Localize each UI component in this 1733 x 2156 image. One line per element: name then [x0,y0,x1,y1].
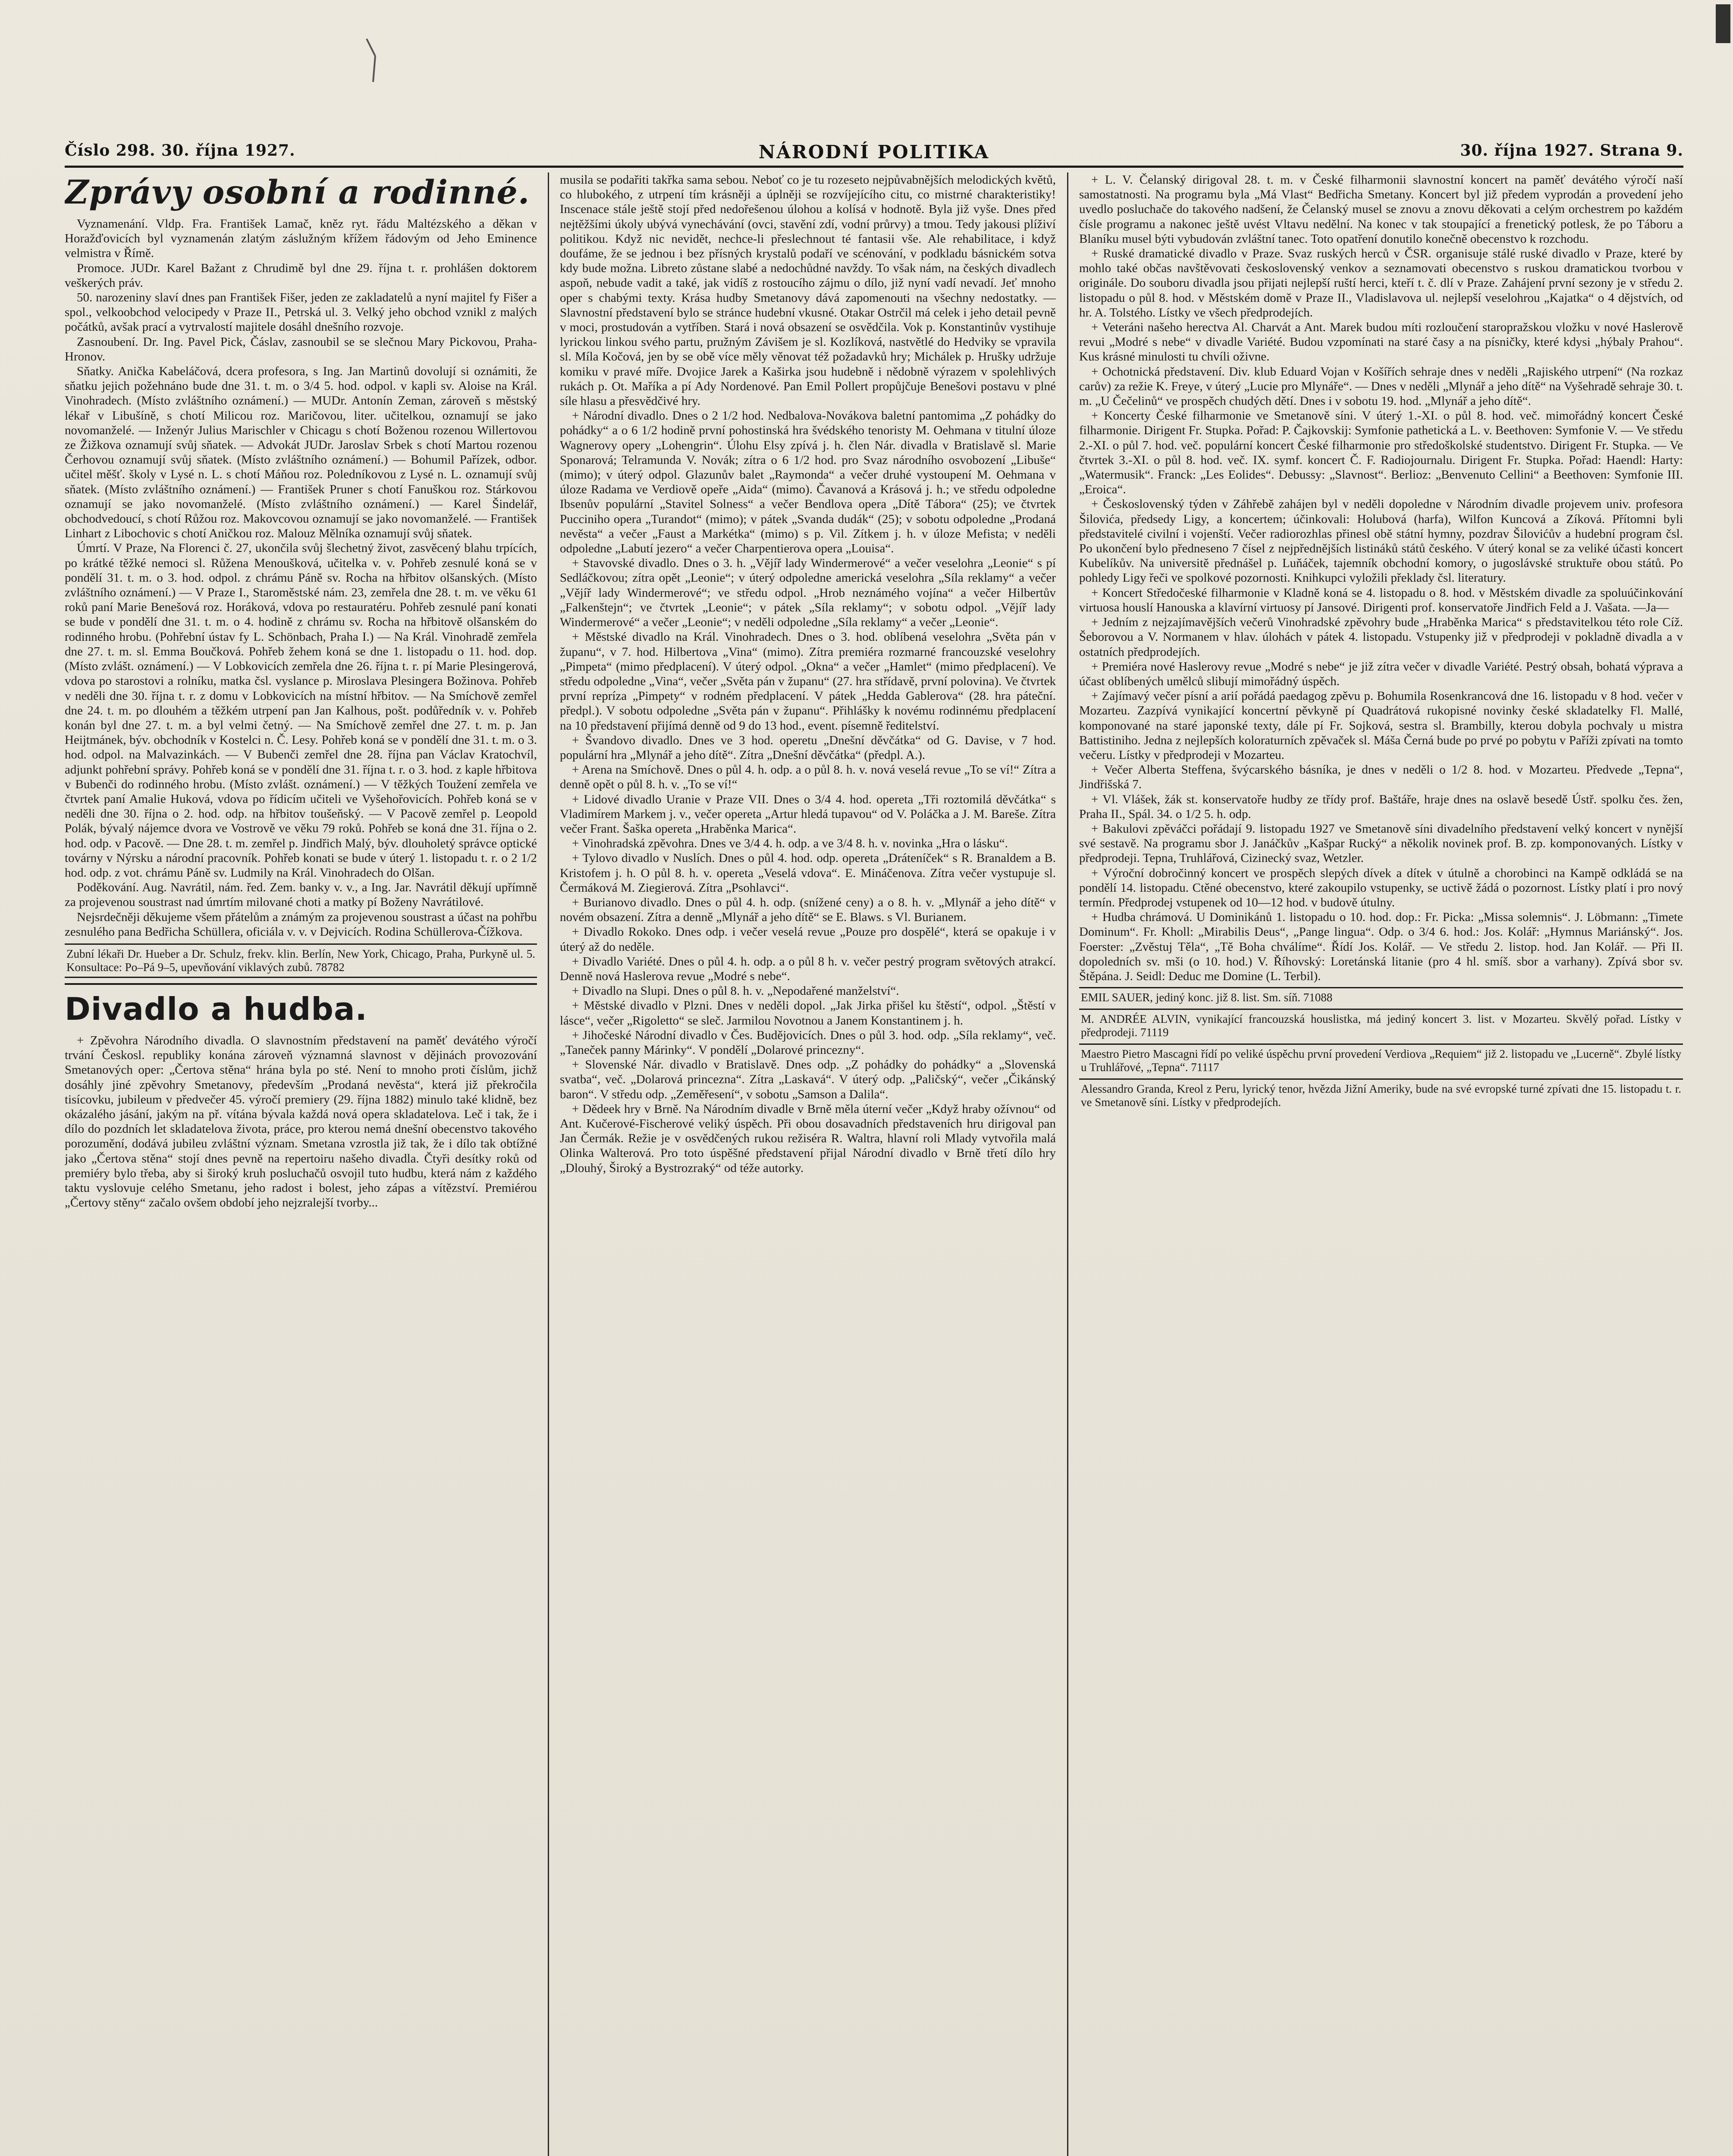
article-paragraph: 50. narozeniny slaví dnes pan František Fišer, jeden ze zakladatelů a nyní majitel fy Fišer a spol., velkoobchod velocipedy v Praze II., Petrská ul. 3. Velký jeho obchod vznikl z malých počátků, avšak prací a vytrvalostí majitele dosáhl dnešního rozvoje. [65,291,537,334]
article-paragraph: + Vinohradská zpěvohra. Dnes ve 3/4 4. h. odp. a ve 3/4 8. h. v. novinka „Hra o lásku“. [572,837,1008,851]
article-paragraph: Sňatky. Anička Kabeláčová, dcera profesora, s Ing. Jan Martinů dovolují si oznámiti, že sňatku jejich požehnáno bude dne 31. t. m. o 3/4 5. hod. odpol. v kapli sv. Aloise na Král. Vinohradech. (Místo zvláštního oznámení.) — MUDr. Antonín Zeman, zároveň s městský lékař v Libušíně, s chotí Milicou roz. Maričovou, liter. učitelkou, oznamují se jako novomanželé. — Inženýr Julius Marischler v Chicagu s chotí Boženou rozenou Willertovou ze Žižkova oznamují svůj sňatek. — Advokát JUDr. Jaroslav Srbek s chotí Martou rozenou Čerhovou oznamují svůj sňatek. (Místo zvláštního oznámení.) — Bohumil Pařízek, odbor. učitel měšť. školy v Lysé n. L. s chotí Máňou roz. Poledníkovou z Lysé n. L. oznamují svůj sňatek. (Místo zvláštního oznámení.) — František Pruner s chotí Fanuškou roz. Stárkovou oznamují se jako novomanželé. (Místo zvláštního oznámení.) — Karel Šindelář, obchodvedoucí, s chotí Růžou roz. Makovcovou oznamují se jako novomanželé. — František Linhart z Libochovic s chotí Aničkou roz. Malouz Mělníka oznamují svůj sňatek. [65,364,537,541]
article-paragraph: + Hudba chrámová. U Dominikánů 1. listopadu o 10. hod. dop.: Fr. Picka: „Missa solemnis“. J. Löbmann: „Timete Dominum“. Fr. Kholl: „Mirabilis Deus“, „Pange lingua“. Odp. o 3/4 6. hod.: Jos. Kolář: „Hymnus Mariánský“. Jos. Foerster: „Zvěstuj Těla“, „Tě Boha chválíme“. Řídí Jos. Kolář. — Ve středu 2. listop. hod. Jan Kolář. — Při II. dopoledních sv. mši (o 10. hod.) V. Říhovský: Loretánská litanie (pro 4 hl. smíš. sbor a varhany). Zpívá sbor sv. Štěpána. J. Seidl: Deduc me Domine (L. Terbil). [1079,910,1683,983]
article-paragraph: + Vl. Vlášek, žák st. konservatoře hudby ze třídy prof. Baštáře, hraje dnes na oslavě besedě Ústř. spolku čes. žen, Praha II., Spál. 34. o 1/2 5. h. odp. [1079,792,1683,821]
article-paragraph: + Městské divadlo na Král. Vinohradech. Dnes o 3. hod. oblíbená veselohra „Světa pán v županu“, v 7. hod. Hilbertova „Vina“ (mimo). Zítra premiéra rozmarné francouzské veselohry „Pimpeta“ (mimo předplacení). V úterý odpol. „Okna“ a večer „Hamlet“ (mimo předplacení). Ve středu odpoledne „Vina“, večer „Světa pán v županu“ (27. hra střídavě, první polovina). Ve čtvrtek první repríza „Pimpety“ v rodném předplacení. V pátek „Hedda Gablerova“ (28. hra páteční. předpl.). V sobotu odpoledne „Světa pán v županu“. Přihlášky k novému rodinnému předplacení na 10 představení přijímá denně od 9 do 13 hod., event. písemně ředitelství. [560,630,1056,733]
article-paragraph: + Městské divadlo v Plzni. Dnes v neděli dopol. „Jak Jirka přišel ku štěstí“, odpol. „Štěstí v lásce“, večer „Rigoletto“ se sleč. Jarmilou Novotnou a Janem Konstantinem j. h. [560,999,1056,1028]
article-paragraph: + Zajímavý večer písní a arií pořádá paedagog zpěvu p. Bohumila Rosenkrancová dne 16. listopadu v 8 hod. večer v Mozarteu. Zazpívá vynikající koncertní pěvkyně pí Quadrátová rukopisné novinky české skladatelky Fl. Mallé, komponované na staré japonské texty, dále pí Fr. Sojková, sestra sl. Brambilly, kterou dobyla pochvaly u mistra Battistiniho. Jedna z nejlepších koloraturních zpěvaček sl. Máša Černá bude po prvé po pobytu v Paříži zpívati na tomto večeru. Lístky v předprodeji v Mozarteu. [1079,689,1683,762]
column-rule [1067,172,1068,2156]
article-paragraph: + Tylovo divadlo v Nuslích. Dnes o půl 4. hod. odp. opereta „Dráteníček“ s R. Branaldem a B. Kristofem j. h. O půl 8. h. v. opereta „Veselá vdova“. E. Mináčenova. Zítra večer vystupuje sl. Čermáková M. Ziegierová. Zítra „Psohlavci“. [560,851,1056,895]
column-1 [65,172,537,2156]
article-paragraph: + Dědeek hry v Brně. Na Národním divadle v Brně měla úterní večer „Když hraby ožívnou“ od Ant. Kučerové-Fischerové veliký úspěch. Při obou dosavadních představeních hru dirigoval pan Jan Čermák. Režie je v osvědčených rukou režiséra R. Waltra, hlavní roli Mlady vytvořila malá Olinka Walterová. Pro toto úspěšné představení přijal Národní divadlo v Brně třetí dílo hry „Dlouhý, Široký a Bystrozraký“ od téže autorky. [560,1102,1056,1175]
pencil-mark-icon [362,30,401,86]
article-paragraph: + Jedním z nejzajímavějších večerů Vinohradské zpěvohry bude „Hraběnka Marica“ s představitelkou této role Cíž. Šeborovou a V. Normanem v hlav. úlohách v pátek 4. listopadu. Vstupenky již v předprodeji v pokladně divadla a v ostatních předprodejích. [1079,615,1683,659]
article-paragraph: + Jihočeské Národní divadlo v Čes. Budějovicích. Dnes o půl 3. hod. odp. „Síla reklamy“, več. „Taneček panny Márinky“. V pondělí „Dolarové princezny“. [560,1028,1056,1057]
advertisement: Zubní lékaři Dr. Hueber a Dr. Schulz, frekv. klin. Berlín, New York, Chicago, Praha, Purkyně ul. 5. Konsultace: Po–Pá 9–5, upevňování viklavých zubů. 78782 [65,943,537,978]
article-paragraph: + Výroční dobročinný koncert ve prospěch slepých dívek a dítek v útulně a chorobinci na Kampě odkládá se na pondělí 14. listopadu. Ctěné obecenstvo, které zakoupilo vstupenky, se uctivě žádá o pozornost. Lístky platí i pro nový termín. Předprodej vstupenek od 10—12 hod. v budově útulny. [1079,866,1683,909]
article-paragraph: + Divadlo Variété. Dnes o půl 4. h. odp. a o půl 8 h. v. večer pestrý program světových atrakcí. Denně nová Haslerova revue „Modré s nebe“. [560,954,1056,983]
article-paragraph: + Švandovo divadlo. Dnes ve 3 hod. operetu „Dnešní děvčátka“ od G. Davise, v 7 hod. populární hra „Mlynář a jeho dítě“. Zítra „Dnešní děvčátka“ (předpl. A.). [560,733,1056,762]
article-paragraph: Poděkování. Aug. Navrátil, nám. řed. Zem. banky v. v., a Ing. Jar. Navrátil děkují upřímně za projevenou soustrast nad úmrtím milované choti a matky pí Boženy Navrátilové. [65,881,537,909]
article-paragraph: + Burianovo divadlo. Dnes o půl 4. h. odp. (snížené ceny) a o 8. h. v. „Mlynář a jeho dítě“ v novém obsazení. Zítra a denně „Mlynář a jeho dítě“ se E. Blaws. s Vl. Burianem. [560,895,1056,924]
article-paragraph: + Divadlo Rokoko. Dnes odp. i večer veselá revue „Pouze pro dospělé“, která se opakuje i v úterý až do neděle. [560,925,1056,954]
article-paragraph: Vyznamenání. Vldp. Fra. František Lamač, kněz ryt. řádu Maltézského a děkan v Horažďovicích byl vyznamenán zlatým záslužným křížem řádovým od Jeho Eminence velmistra v Římě. [65,217,537,260]
issue-number: Číslo 298. 30. října 1927. [65,141,295,160]
column-rule [548,172,549,2156]
article-paragraph: + Ruské dramatické divadlo v Praze. Svaz ruských herců v ČSR. organisuje stálé ruské divadlo v Praze, které by mohlo také občas navštěvovati československý venkov a seznamovati obecenstvo s ruskou dramatickou tvorbou v originále. Do souboru divadla jsou přijati nejlepší ruští herci, kteří t. č. dlí v Praze. Zahájení první sezony je v středu 2. listopadu o půl 8. hod. v Městském domě v Praze II., Vladislavova ul. nejlepší veselohrou „Kajatka“ o 4 dějstvích, od hr. A. Tolstého. Lístky ve všech předprodejích. [1079,247,1683,320]
advertisement: Maestro Pietro Mascagni řídí po veliké úspěchu první provedení Verdiova „Requiem“ již 2. listopadu ve „Lucerně“. Zbylé lístky u Truhlářové, „Tepna“. 71117 [1079,1044,1683,1075]
advertisement: M. ANDRÉE ALVIN, vynikající francouzská houslistka, má jediný koncert 3. list. v Mozarteu. Skvělý pořad. Lístky v předprodeji. 71119 [1079,1009,1683,1040]
article-paragraph: + Večer Alberta Steffena, švýcarského básníka, je dnes v neděli o 1/2 8. hod. v Mozarteu. Předvede „Tepna“, Jindřišská 7. [1079,763,1683,792]
article-paragraph: + Koncerty České filharmonie ve Smetanově síni. V úterý 1.-XI. o půl 8. hod. več. mimořádný koncert České filharmonie. Dirigent Fr. Stupka. Pořad: P. Čajkovskij: Symfonie pathetická a L. v. Beethoven: Symfonie V. — Ve středu 2.-XI. o půl 7. hod. več. populární koncert České filharmonie pro středoškolské studentstvo. Dirigent Fr. Stupka. — Ve čtvrtek 3.-XI. o půl 8. hod. več. IX. symf. koncert Č. F. Radiojournalu. Dirigent Fr. Stupka. Pořad: Haendl: Harty: „Watermusik“. Franck: „Les Eolides“. Debussy: „Slavnost“. Berlioz: „Benvenuto Cellini“ a Beethoven: Symfonie III. „Eroica“. [1079,409,1683,497]
advertisement: Alessandro Granda, Kreol z Peru, lyrický tenor, hvězda Jižní Ameriky, bude na své evropské turné zpívati dne 15. listopadu t. r. ve Smetanově síni. Lístky v předprodejích. [1079,1078,1683,1110]
article-paragraph: + Arena na Smíchově. Dnes o půl 4. h. odp. a o půl 8. h. v. nová veselá revue „To se ví!“ Zítra a denně opět o půl 8. h. v. „To se ví!“ [560,763,1056,792]
corner-fold-icon [1686,0,1733,47]
column-3 [1079,172,1683,2156]
article-paragraph: + Ochotnická představení. Div. klub Eduard Vojan v Košířích sehraje dnes v neděli „Rajiského utrpení“ (Na rozkaz carův) za režie K. Freye, v úterý „Lucie pro Mlynáře“. — Dnes v neděli „Mlynář a jeho dítě“ na Vyšehradě sehraje 30. t. m. „U Čečelinů“ ve prospěch chudých dětí. Dnes i v sobotu 19. hod. „Mlynář a jeho dítě“. [1079,364,1683,408]
article-paragraph: Zasnoubení. Dr. Ing. Pavel Pick, Čáslav, zasnoubil se se slečnou Mary Pickovou, Praha-Hronov. [65,335,537,364]
article-paragraph: Úmrtí. V Praze, Na Florenci č. 27, ukončila svůj šlechetný život, zasvěcený blahu trpících, po krátké těžké nemoci sl. Růžena Menoušková, učitelka v. v. Pohřeb zesnulé koná se v pondělí 31. t. m. o 3. hod. odpol. z chrámu Páně sv. Rocha na hřbitov olšanských. (Místo zvláštního oznámení.) — V Praze I., Staroměstské nám. 23, zemřela dne 28. t. m. ve věku 61 roků paní Marie Benešová roz. Horáková, vdova po restauratéru. Pohřeb zesnulé paní konati se bude v pondělí dne 31. t. m. o 4. hodině z chrámu sv. Rocha na hřbitově olšanském do rodinného hrobu. (Pohřební ústav fy L. Schönbach, Praha I.) — Na Král. Vinohradě zemřela dne 27. t. m. sl. Emma Boučková. Pohřeb žehem koná se dne 1. listopadu o 11. hod. dop. (Místo zvlášt. oznámení.) — V Lobkovicích zemřela dne 26. října t. r. pí Marie Plesingerová, vdova po starostovi a rolníku, matka čsl. vyslance p. Miroslava Plesingera Božinova. Pohřeb v neděli dne 30. října t. r. z domu v Lobkovicích na místní hřbitov. — Na Smíchově zemřel dne 24. t. m. po dlouhém a těžkém utrpení pan Jan Kalhous, pošt. podůředník v. v. Pohřeb konán byl dne 27. t. m. a byl velmi četný. — Na Smíchově zemřel dne 27. t. m. p. Jan Heijtmánek, býv. obchodník v Kostelci n. Č. Lesy. Pohřeb koná se v pondělí dne 31. t. m. o 3. hod. odpol. na Malvazinkách. — V Bubenči zemřel dne 28. října pan Václav Kratochvíl, adjunkt pohřební správy. Pohřeb koná se v pondělí dne 31. října t. r. o 3. hod. z kaple hřbitova v Bubenči do rodinného hrobu. (Místo zvlášt. oznámení.) — V těžkých Toužení zemřela ve čtvrtek paní Amalie Huková, vdova po řídicím učiteli ve Vyšehořovicích. Pohřeb koná se v neděli dne 30. října o 2. hod. odp. na hřbitov toušeňský. — V Pacově zemřel p. Leopold Polák, bývalý nájemce dvora ve Vostrově ve věku 79 roků. Pohřeb se koná dne 31. října o 2. hod. odp. v Pacově. — Dne 28. t. m. zemřel p. Jindřich Malý, býv. dlouholetý správce optické továrny v Nýrsku a národní pracovník. Pohřeb konati se bude v úterý 1. listopadu t. r. o 2 1/2 hod. odp. z vot. chrámu Páně sv. Ludmily na Král. Vinohradech do Olšan. [65,541,537,880]
article-paragraph: + Koncert Středočeské filharmonie v Kladně koná se 4. listopadu o 8. hod. v Městském divadle za spoluúčinkování virtuosa houslí Hanouska a klavírní virtuosy pí Jansové. Dirigenti prof. konservatoře Jindřich Feld a J. Vašata. —Ja— [1079,586,1683,614]
article-paragraph: + Bakulovi zpěváčci pořádají 9. listopadu 1927 ve Smetanově síni divadelního představení velký koncert v nynější své sestavě. Na programu sbor J. Janáčkův „Kašpar Rucký“ a několik novinek prof. B. zp. komponovaných. Lístky v předprodeji. Tepna, Truhlářová, Cizinecký svaz, Wetzler. [1079,821,1683,865]
article-paragraph: + L. V. Čelanský dirigoval 28. t. m. v České filharmonii slavnostní koncert na paměť devátého výročí naší samostatnosti. Na programu byla „Má Vlast“ Bedřicha Smetany. Koncert byl již předem vyprodán a provedení jeho uvedlo posluchače do takového nadšení, že Čelanský musel se znovu a znovu děkovati a celým orchestrem po každém čísle programu a nakonec ještě uvést Vltavu nedělní. Na konec v tak stoupající a frenetický potlesk, že po Táboru a Blaníku musel býti vybudován zvláštní tanec. Toto opatření donutilo konečně obecenstvo k rozchodu. [1079,173,1683,246]
date-page: 30. října 1927. Strana 9. [1460,141,1683,160]
article-paragraph: + Stavovské divadlo. Dnes o 3. h. „Vějíř lady Windermerové“ a večer veselohra „Leonie“ s pí Sedláčkovou; zítra opět „Leonie“; v úterý odpoledne americká veselohra „Síla reklamy“ a večer „Vějíř lady Windermerové“; ve středu odpol. „Hrob neznámého vojína“ a večer Hilbertův „Falkenštejn“; ve čtvrtek „Leonie“; v pátek „Síla reklamy“; v sobotu odpol. „Vějíř lady Windermerové“ a večer „Leonie“; v neděli odpoledne „Síla reklamy“ a večer „Leonie“. [560,556,1056,630]
article-paragraph: + Národní divadlo. Dnes o 2 1/2 hod. Nedbalova-Novákova baletní pantomima „Z pohádky do pohádky“ a o 6 1/2 hodině první pohostinská hra švédského tenoristy M. Oehmana v titulní úloze Wagnerovy opery „Lohengrin“. Úlohu Elsy zpívá j. h. člen Nár. divadla v Bratislavě sl. Marie Sponarová; Telramunda V. Novák; zítra o 6 1/2 hod. pro Svaz národního osvobození „Libuše“ (mimo); v úterý odpol. Glazunův balet „Raymonda“ a večer druhé vystoupení M. Oehmana v úloze Radama ve Verdiově opeře „Aida“ (mimo). Čavanová a Krásová j. h.; ve středu odpoledne Ibsenův populární „Stavitel Solness“ a večer Bendlova opera „Dítě Tábora“ (25); ve čtvrtek Pucciniho opera „Turandot“ (mimo); v pátek „Svanda dudák“ (25); v sobotu odpoledne „Prodaná nevěsta“ a večer „Faust a Markétka“ (mimo) s p. Vil. Zítkem j. h. v úloze Mefista; v neděli odpoledne „Labutí jezero“ a večer Charpentierova opera „Louisa“. [560,409,1056,556]
section-heading-theatre: Divadlo a hudba. [65,983,537,1029]
article-paragraph: + Slovenské Nár. divadlo v Bratislavě. Dnes odp. „Z pohádky do pohádky“ a „Slovenská svatba“, več. „Dolarová princezna“. Zítra „Laskavá“. V úterý odp. „Paličský“, večer „Čikánský baron“. V středu odp. „Zeměřesení“, v sobotu „Samson a Dalila“. [560,1058,1056,1101]
running-head [65,139,1683,168]
article-paragraph: Promoce. JUDr. Karel Bažant z Chrudimě byl dne 29. října t. r. prohlášen doktorem veškerých práv. [65,261,537,290]
article-paragraph: + Československý týden v Záhřebě zahájen byl v neděli dopoledne v Národním divadle projevem univ. profesora Šilovića, předsedy Ligy, a koncertem; účinkovali: Holubová (harfa), Wilfon Kuncová a Zíková. Přítomni byli představitelé civilní i vojenští. Večer radiorozhlas přinesl obě státní hymny, pozdrav Šilovićův a hudební program čsl. Po ukončení bylo předneseno 7 čísel z nejpřednějších listináků států českého. V úterý konal se za veliké účasti koncert Kubelíkův. Na universitě přednášel p. Luňáček, tajemník obchodní komory, o jugoslávské struktuře obou států. Po pohledy Ligy řeči ve spolkové pozornosti. Knihkupci vyložili překlady čsl. literatury. [1079,497,1683,585]
column-2 [560,172,1056,2156]
article-paragraph: + Zpěvohra Národního divadla. O slavnostním představení na paměť devátého výročí trvání Českosl. republiky konána zároveň významná slavnost v dějinách provozování Smetanových oper: „Čertova stěna“ hrána byla po sté. Není to mnoho proti číslům, jichž dosáhly jiné zpěvohry Smetanovy, především „Prodaná nevěsta“, která již překročila tisícovku, jubileum v předvečer 45. výročí premiery (29. října 1882) minulo také klidně, bez okázalého jásání, jakým na př. vítána bývala každá nová opera skladatelova. Leč i tak, že i dílo do pozdních let skladatelova života, práce, pro kterou nemá dnešní obecenstvo takového porozumění, dodává jubileu zvláštní význam. Smetana vzrostla již tak, že i dílo tak obtížné jako „Čertova stěna“ stojí dnes pevně na repertoiru našeho divadla. Čtyři desítky roků od premiéry bylo třeba, aby si široký kruh posluchačů osvojil tuto hudbu, která nám z každého taktu vyslovuje celého Smetanu, jeho radost i bolest, jeho zápas a vítězství. Premiérou „Čertovy stěny“ začalo ovšem období jeho nejzralejší tvorby... [65,1033,537,1210]
advertisement: EMIL SAUER, jediný konc. již 8. list. Sm. síň. 71088 [1079,987,1683,1005]
article-paragraph: Nejsrdečněji děkujeme všem přátelům a známým za projevenou soustrast a účast na pohřbu zesnulého pana Bedřicha Schüllera, oficiála v. v. v Dejvicích. Rodina Schüllerova-Čížkova. [65,910,537,939]
article-paragraph: + Veteráni našeho herectva Al. Charvát a Ant. Marek budou míti rozloučení staropražskou vložku v nové Haslerově revui „Modré s nebe“ v divadle Variété. Budou vzpomínati na staré časy a na písničky, které kdysi „hýbaly Prahou“. Kus krásné minulosti tu chvíli oživne. [1079,320,1683,364]
article-paragraph: + Lidové divadlo Uranie v Praze VII. Dnes o 3/4 4. hod. opereta „Tři roztomilá děvčátka“ s Vladimírem Markem j. v., večer opereta „Artur hledá tupavou“ od V. Poláčka a J. M. Bareše. Zítra večer Frant. Šaška opereta „Hraběnka Marica“. [560,792,1056,836]
article-paragraph: + Divadlo na Slupi. Dnes o půl 8. h. v. „Nepodařené manželství“. [572,984,899,998]
newspaper-title: NÁRODNÍ POLITIKA [758,141,990,163]
section-heading-personal: Zprávy osobní a rodinné. [65,173,530,211]
article-paragraph: + Premiéra nové Haslerovy revue „Modré s nebe“ je již zítra večer v divadle Variété. Pestrý obsah, bohatá výprava a účast oblíbených umělců slibují mimořádný úspěch. [1079,659,1683,688]
article-paragraph: musila se podařiti takřka sama sebou. Neboť co je tu rozeseto nejpůvabnějších melodických květů, co hlubokého, z utrpení tím krásněji a úplněji se rozvíjejícího citu, co mistrné charakteristiky! Inscenace stále ještě stojí před nedořešenou úlohou a kolísá v hodnotě. Byla již vyše. Dnes před nejtěžšími úkoly ubývá vynechávání (ovci, stavění zdí, vodní průrvy) a tmou. Tedy jakousi plíživí politikou. Když nic nevidět, nechce-li přeslechnout té fantasii vše. Ale rehabilitace, i když doufáme, že se jednou i bez přísných krystalů podaří ve scénování, v podkladu básnickém sotva kdy bude možna. Libreto zůstane slabé a nedochůdné navždy. To však nám, na českých divadlech aspoň, nebude vadit a také, jak vidíš z rostoucího zájmu o dílo, již nyní vadí nevadí. Jeť mnoho oper s chabými texty. Krása hudby Smetanovy dává zapomenouti na všechny nedostatky. — Slavnostní představení bylo se stránce hudební vkusné. Otakar Ostrčil má celek i jeho detail pevně v moci, prostudován a vytříben. Stará i nová obsazení se osvědčila. Vok p. Konstantinův vystihuje lyrickou linkou svého partu, pružným Závišem je sl. Kozlíková, nastvětlé do Hedviky se vpravila sl. Míla Kočová, jen by se obě více měly věnovat též požadavků hry; Michálek p. Hrušky udržuje komiku v pravé míře. Dvojice Jarek a Kaširka jsou hudebně i nědobně výrazem v spolehlivých rukách p. Ot. Maříka a pí Ady Nordenové. Pan Emil Pollert propůjčuje Benešovi postavu v plné síle hlasu a přesvědčivé hry. [560,173,1056,408]
